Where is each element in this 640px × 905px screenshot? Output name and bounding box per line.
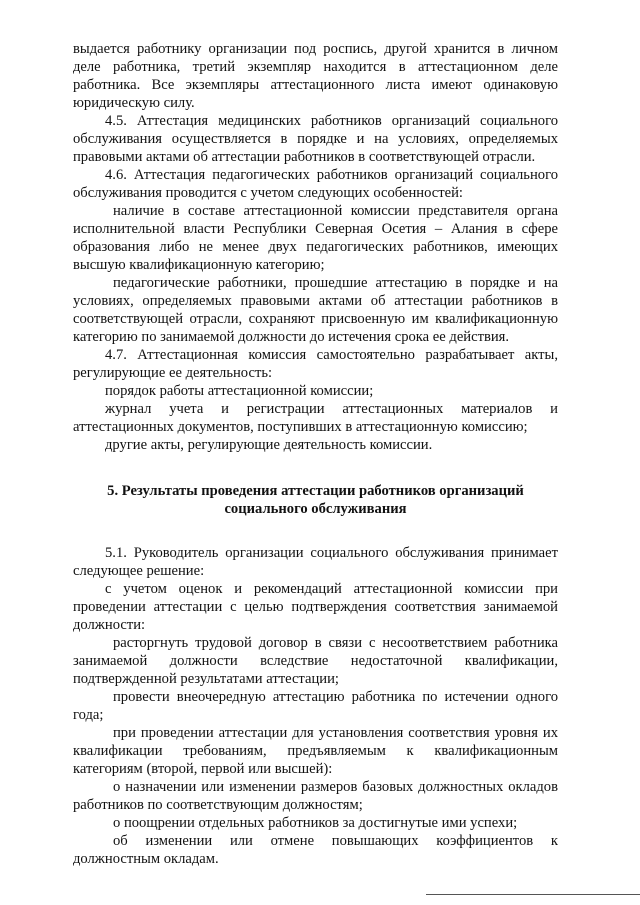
section-5-body bbox=[73, 544, 558, 868]
paragraph: провести внеочередную аттестацию работника по истечении одного года; bbox=[73, 689, 558, 723]
paragraph: 4.7. Аттестационная комиссия самостоятельно разрабатывает акты, регулирующие ее деятельность: bbox=[73, 347, 558, 381]
paragraph: выдается работнику организации под роспись, другой хранится в личном деле работника, третий экземпляр находится в аттестационном деле работника. Все экземпляры аттестационного листа имеют одинаковую юридическую силу. bbox=[73, 41, 558, 111]
paragraph: о поощрении отдельных работников за достигнутые ими успехи; bbox=[113, 815, 518, 831]
paragraph: о назначении или изменении размеров базовых должностных окладов работников по соответствующим должностям; bbox=[73, 779, 558, 813]
section-5-heading: 5. Результаты проведения аттестации работников организаций социального обслуживания bbox=[107, 483, 524, 517]
paragraph: об изменении или отмене повышающих коэффициентов к должностным окладам. bbox=[73, 833, 558, 867]
footer-rule bbox=[426, 894, 640, 895]
section-4-continuation bbox=[73, 40, 558, 454]
paragraph: расторгнуть трудовой договор в связи с несоответствием работника занимаемой должности вследствие недостаточной квалификации, подтвержденной результатами аттестации; bbox=[73, 635, 558, 687]
paragraph: порядок работы аттестационной комиссии; bbox=[105, 383, 374, 399]
paragraph: с учетом оценок и рекомендаций аттестационной комиссии при проведении аттестации с целью подтверждения соответствия занимаемой должности: bbox=[73, 581, 558, 633]
paragraph: 4.6. Аттестация педагогических работников организаций социального обслуживания проводится с учетом следующих особенностей: bbox=[73, 167, 558, 201]
paragraph: 4.5. Аттестация медицинских работников организаций социального обслуживания осуществляется в порядке и на условиях, определяемых правовыми актами об аттестации работников в соответствующей отрасли. bbox=[73, 113, 558, 165]
paragraph: педагогические работники, прошедшие аттестацию в порядке и на условиях, определяемых правовыми актами об аттестации работников в соответствующей отрасли, сохраняют присвоенную им квалификационную категорию по занимаемой должности до истечения срока ее действия. bbox=[73, 275, 558, 345]
paragraph: наличие в составе аттестационной комиссии представителя органа исполнительной власти Республики Северная Осетия – Алания в сфере образования либо не менее двух педагогических работников, имеющих высшую квалификационную категорию; bbox=[73, 203, 558, 273]
paragraph: другие акты, регулирующие деятельность комиссии. bbox=[105, 437, 433, 453]
paragraph: при проведении аттестации для установления соответствия уровня их квалификации требованиям, предъявляемым к квалификационным категориям (второй, первой или высшей): bbox=[73, 725, 558, 777]
paragraph: 5.1. Руководитель организации социального обслуживания принимает следующее решение: bbox=[73, 545, 558, 579]
paragraph: журнал учета и регистрации аттестационных материалов и аттестационных документов, поступивших в аттестационную комиссию; bbox=[73, 401, 558, 435]
